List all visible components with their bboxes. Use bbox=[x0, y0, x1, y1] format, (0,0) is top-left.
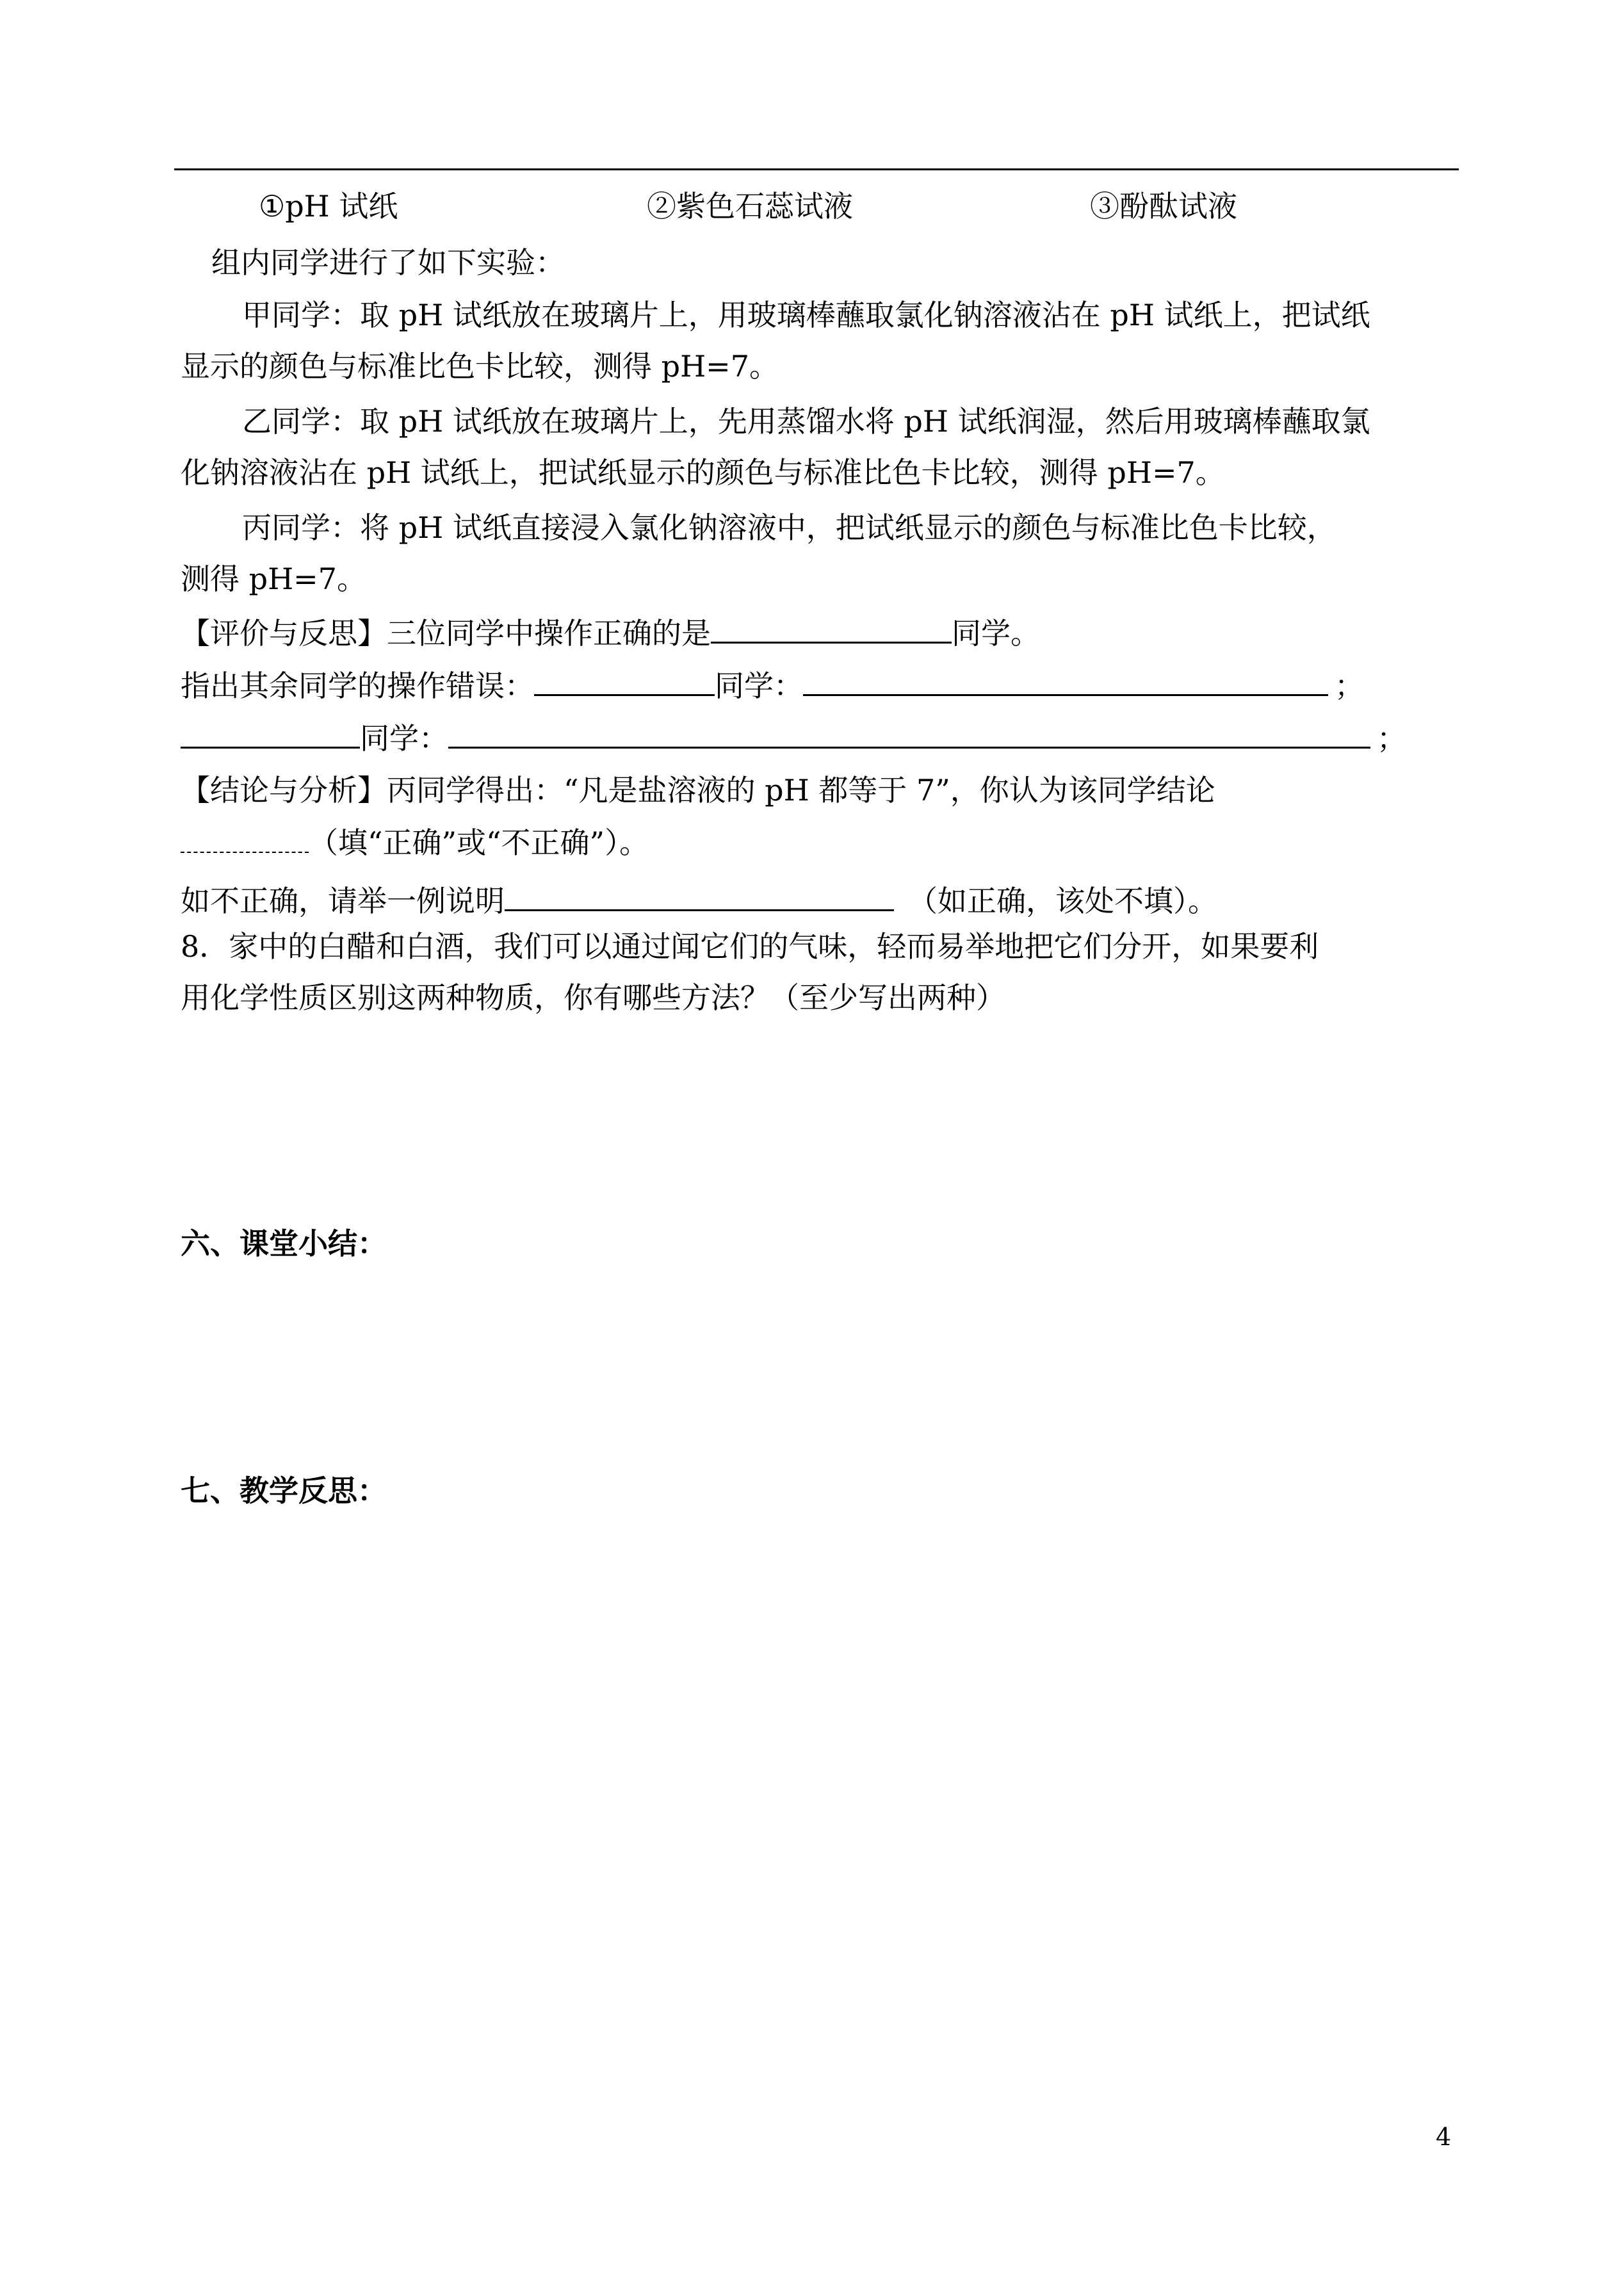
conclusion-line2-suffix: （填“正确”或“不正确”）。 bbox=[309, 825, 649, 860]
section-teaching-reflection-heading: 七、教学反思： bbox=[181, 1473, 387, 1508]
question8-line1: 8．家中的白醋和白酒，我们可以通过闻它们的气味，轻而易举地把它们分开，如果要利 bbox=[181, 929, 1319, 964]
student-yi-line1: 乙同学：取 pH 试纸放在玻璃片上，先用蒸馏水将 pH 试纸润湿，然后用玻璃棒蘸取氯 bbox=[242, 404, 1370, 439]
student-jia-line2: 显示的颜色与标准比色卡比较，测得 pH=7。 bbox=[181, 349, 779, 384]
question8-line2: 用化学性质区别这两种物质，你有哪些方法？（至少写出两种） bbox=[181, 980, 1005, 1015]
errors-line1 bbox=[181, 666, 1364, 705]
evaluation-line bbox=[181, 613, 1040, 653]
conclusion-line3-prefix: 如不正确，请举一例说明 bbox=[181, 884, 505, 918]
conclusion-line1: 【结论与分析】丙同学得出：“凡是盐溶液的 pH 都等于 7”，你认为该同学结论 bbox=[181, 773, 1215, 807]
correct-student-blank[interactable] bbox=[711, 613, 952, 644]
errors-student-label-1: 同学： bbox=[715, 669, 803, 703]
example-blank[interactable] bbox=[505, 881, 894, 911]
errors-line2 bbox=[181, 718, 1406, 758]
conclusion-line3-suffix: （如正确，该处不填）。 bbox=[908, 884, 1217, 918]
page-number: 4 bbox=[1436, 2123, 1452, 2151]
errors-end-2: ； bbox=[1377, 721, 1406, 756]
option-ph-paper: ①pH 试纸 bbox=[259, 189, 398, 223]
student-yi-line2: 化钠溶液沾在 pH 试纸上，把试纸显示的颜色与标准比色卡比较，测得 pH=7。 bbox=[181, 455, 1225, 490]
errors-prefix: 指出其余同学的操作错误： bbox=[181, 669, 534, 703]
conclusion-line3 bbox=[181, 881, 1217, 920]
conclusion-line2 bbox=[181, 823, 649, 862]
conclusion-judgement-blank[interactable] bbox=[181, 823, 309, 853]
header-rule bbox=[174, 168, 1459, 170]
errors-end-1: ； bbox=[1335, 669, 1364, 703]
option-litmus: ②紫色石蕊试液 bbox=[647, 189, 853, 223]
evaluation-prefix: 【评价与反思】三位同学中操作正确的是 bbox=[181, 616, 711, 651]
student-bing-line2: 测得 pH=7。 bbox=[181, 562, 366, 596]
intro-text: 组内同学进行了如下实验： bbox=[211, 245, 565, 280]
error-student-name-blank-2[interactable] bbox=[181, 718, 360, 749]
evaluation-suffix: 同学。 bbox=[952, 616, 1040, 651]
section-class-summary-heading: 六、课堂小结： bbox=[181, 1226, 387, 1261]
student-jia-line1: 甲同学：取 pH 试纸放在玻璃片上，用玻璃棒蘸取氯化钠溶液沾在 pH 试纸上，把试纸 bbox=[242, 298, 1370, 332]
error-description-blank-1[interactable] bbox=[803, 666, 1328, 696]
error-description-blank-2[interactable] bbox=[448, 718, 1370, 749]
error-student-name-blank-1[interactable] bbox=[534, 666, 715, 696]
errors-student-label-2: 同学： bbox=[360, 721, 448, 756]
option-phenolphthalein: ③酚酞试液 bbox=[1090, 189, 1237, 223]
student-bing-line1: 丙同学：将 pH 试纸直接浸入氯化钠溶液中，把试纸显示的颜色与标准比色卡比较， bbox=[242, 510, 1336, 545]
